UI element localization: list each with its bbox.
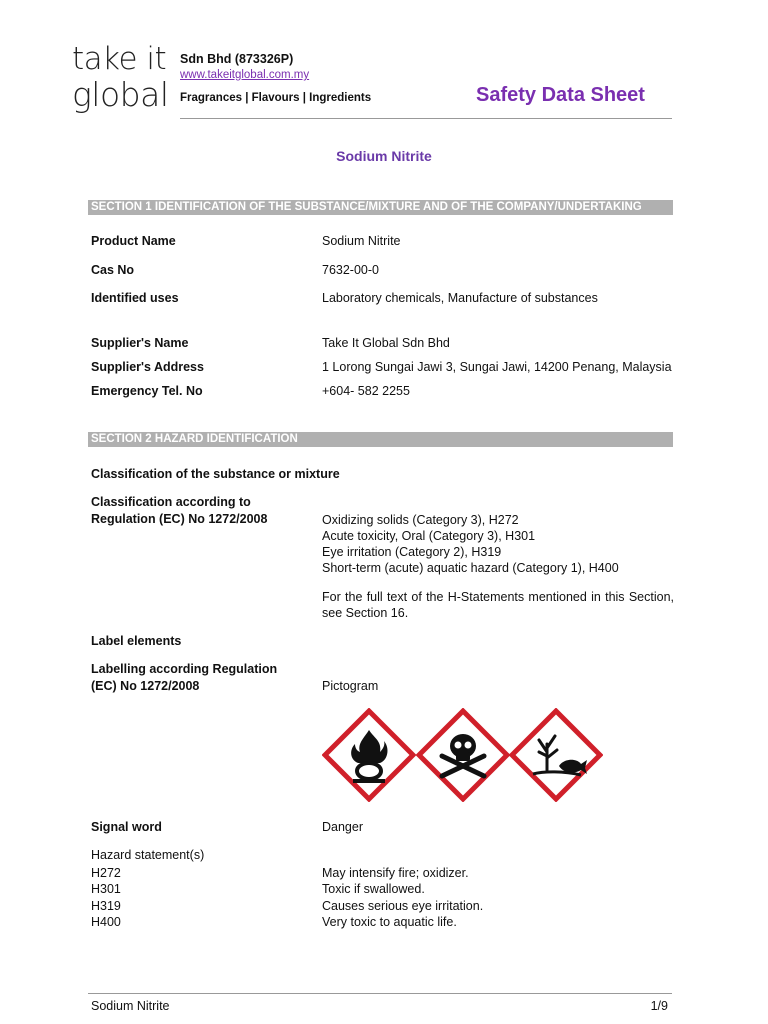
row-value: Sodium Nitrite [322, 234, 401, 248]
hazard-code: H319 [91, 898, 121, 913]
page-number: 1/9 [650, 999, 668, 1013]
row-value: Take It Global Sdn Bhd [322, 336, 450, 350]
label-elements-heading: Label elements [91, 634, 182, 648]
row-label: Cas No [91, 263, 135, 277]
labelling-label-line2: (EC) No 1272/2008 [91, 679, 200, 693]
signal-word-label: Signal word [91, 820, 162, 834]
signal-word-value: Danger [322, 820, 363, 834]
document-type-title: Safety Data Sheet [476, 84, 645, 106]
section-2-heading: SECTION 2 HAZARD IDENTIFICATION [88, 432, 673, 447]
logo-text-top: take it [72, 41, 167, 77]
row-label: Emergency Tel. No [91, 384, 203, 398]
section-1-heading: SECTION 1 IDENTIFICATION OF THE SUBSTANCE/MIXTURE AND OF THE COMPANY/UNDERTAKING [88, 200, 673, 215]
flame-over-circle-icon [322, 708, 416, 802]
company-logo [72, 41, 182, 118]
company-tagline: Fragrances | Flavours | Ingredients [180, 92, 372, 104]
hazard-texts [322, 865, 483, 930]
environment-icon [509, 708, 603, 802]
hazard-text: Causes serious eye irritation. [322, 898, 484, 913]
classification-item: Acute toxicity, Oral (Category 3), H301 [322, 529, 536, 543]
website-link[interactable]: www.takeitglobal.com.my [180, 69, 310, 81]
row-label: Supplier's Address [91, 360, 204, 374]
product-title: Sodium Nitrite [336, 148, 432, 164]
classification-item: Oxidizing solids (Category 3), H272 [322, 513, 519, 527]
pictogram-label: Pictogram [322, 679, 379, 693]
hazard-text: Toxic if swallowed. [322, 882, 425, 897]
skull-crossbones-icon [416, 708, 510, 802]
classification-label-line1: Classification according to [91, 495, 251, 509]
hazard-statements-heading: Hazard statement(s) [91, 848, 205, 862]
classification-label-line2: Regulation (EC) No 1272/2008 [91, 512, 268, 526]
classification-item: Eye irritation (Category 2), H319 [322, 545, 502, 559]
logo-text-bottom: global [72, 75, 169, 114]
classification-list [322, 512, 674, 576]
row-value: Laboratory chemicals, Manufacture of substances [322, 291, 598, 305]
labelling-label-line1: Labelling according Regulation [91, 662, 278, 676]
row-label: Supplier's Name [91, 336, 189, 350]
hazard-text: May intensify fire; oxidizer. [322, 866, 469, 880]
row-value: 7632-00-0 [322, 263, 379, 277]
row-value: 1 Lorong Sungai Jawi 3, Sungai Jawi, 14200 Penang, Malaysia [322, 360, 672, 374]
header-divider [180, 118, 672, 119]
row-label: Identified uses [91, 291, 179, 305]
full-text-note: For the full text of the H-Statements mentioned in this Section, see Section 16. [322, 590, 674, 620]
hazard-text: Very toxic to aquatic life. [322, 914, 457, 929]
hazard-code: H301 [91, 882, 121, 897]
classification-item: Short-term (acute) aquatic hazard (Category 1), H400 [322, 561, 619, 575]
hazard-code: H400 [91, 914, 121, 929]
hazard-codes [91, 865, 121, 930]
classification-heading: Classification of the substance or mixture [91, 467, 340, 481]
company-registration: Sdn Bhd (873326P) [180, 52, 294, 66]
hazard-code: H272 [91, 866, 121, 880]
footer-product-name: Sodium Nitrite [91, 999, 170, 1013]
row-value: +604- 582 2255 [322, 384, 410, 398]
row-label: Product Name [91, 234, 176, 248]
footer-divider [88, 993, 672, 994]
